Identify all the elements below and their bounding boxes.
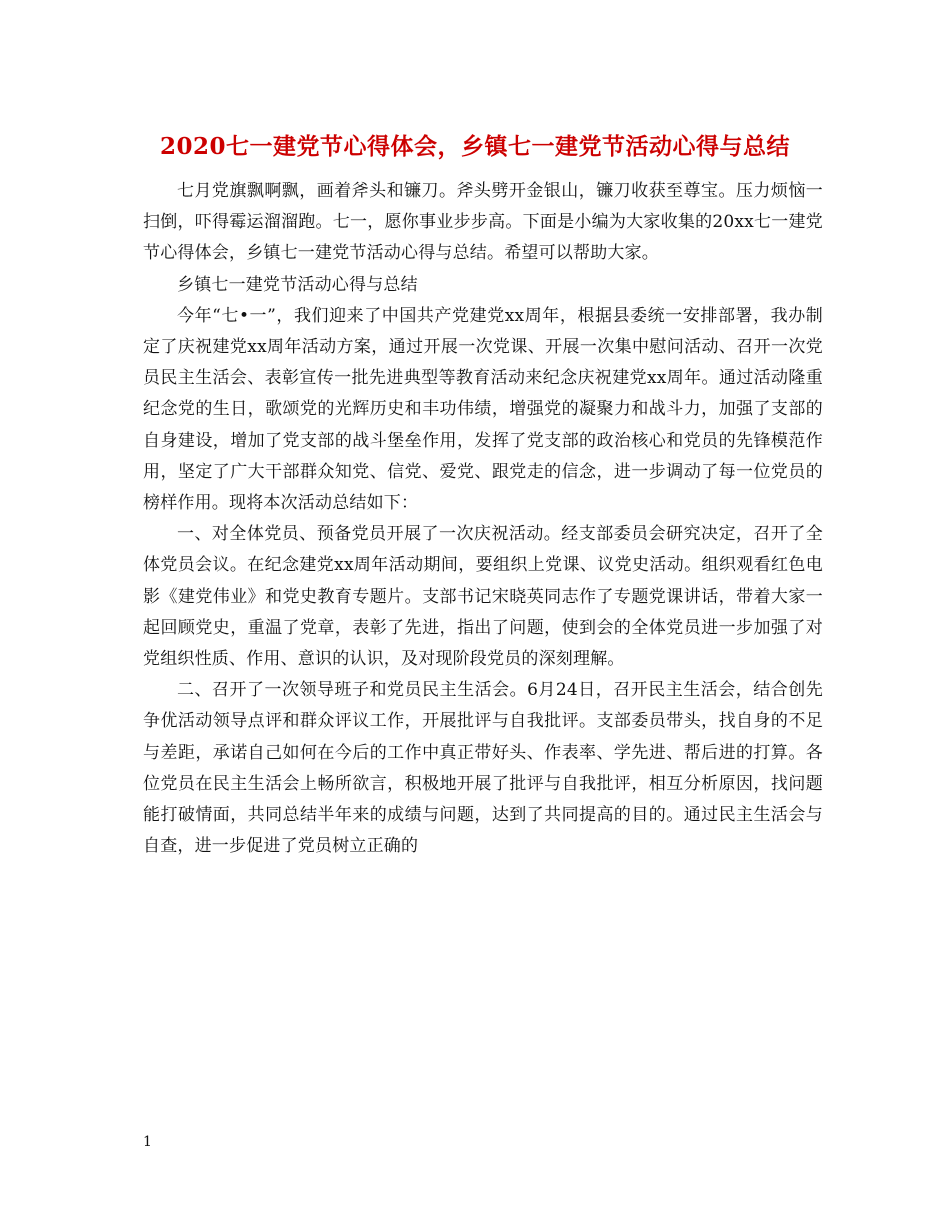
document-title: 2020七一建党节心得体会，乡镇七一建党节活动心得与总结 [159,133,790,160]
body-paragraph: 一、对全体党员、预备党员开展了一次庆祝活动。经支部委员会研究决定，召开了全体党员会议。在纪念建党xx周年活动期间，要组织上党课、议党史活动。组织观看红色电影《建党伟业》和党史教育专题片。支部书记宋晓英同志作了专题党课讲话，带着大家一起回顾党史，重温了党章，表彰了先进，指出了问题，使到会的全体党员进一步加强了对党组织性质、作用、意识的认识，及对现阶段党员的深刻理解。 [143,524,823,670]
body-paragraph: 今年“七•一”，我们迎来了中国共产党建党xx周年，根据县委统一安排部署，我办制定了庆祝建党xx周年活动方案，通过开展一次党课、开展一次集中慰问活动、召开一次党员民主生活会、表彰宣传一批先进典型等教育活动来纪念庆祝建党xx周年。通过活动隆重纪念党的生日，歌颂党的光辉历史和丰功伟绩，增强党的凝聚力和战斗力，加强了支部的自身建设，增加了党支部的战斗堡垒作用，发挥了党支部的政治核心和党员的先锋模范作用，坚定了广大干部群众知党、信党、爱党、跟党走的信念，进一步调动了每一位党员的榜样作用。现将本次活动总结如下： [143,305,823,514]
page-number: 1 [143,1134,152,1150]
body-paragraph: 二、召开了一次领导班子和党员民主生活会。6月24日，召开民主生活会，结合创先争优活动领导点评和群众评议工作，开展批评与自我批评。支部委员带头，找自身的不足与差距，承诺自己如何在今后的工作中真正带好头、作表率、学先进、帮后进的打算。各位党员在民主生活会上畅所欲言，积极地开展了批评与自我批评，相互分析原因，找问题能打破情面，共同总结半年来的成绩与问题，达到了共同提高的目的。通过民主生活会与自查，进一步促进了党员树立正确的 [143,680,823,857]
intro-paragraph: 七月党旗飘啊飘，画着斧头和镰刀。斧头劈开金银山，镰刀收获至尊宝。压力烦恼一扫倒，吓得霉运溜溜跑。七一，愿你事业步步高。下面是小编为大家收集的20xx七一建党节心得体会，乡镇七一建党节活动心得与总结。希望可以帮助大家。 [143,181,823,264]
document-body [143,176,823,862]
section-heading: 乡镇七一建党节活动心得与总结 [177,274,418,295]
